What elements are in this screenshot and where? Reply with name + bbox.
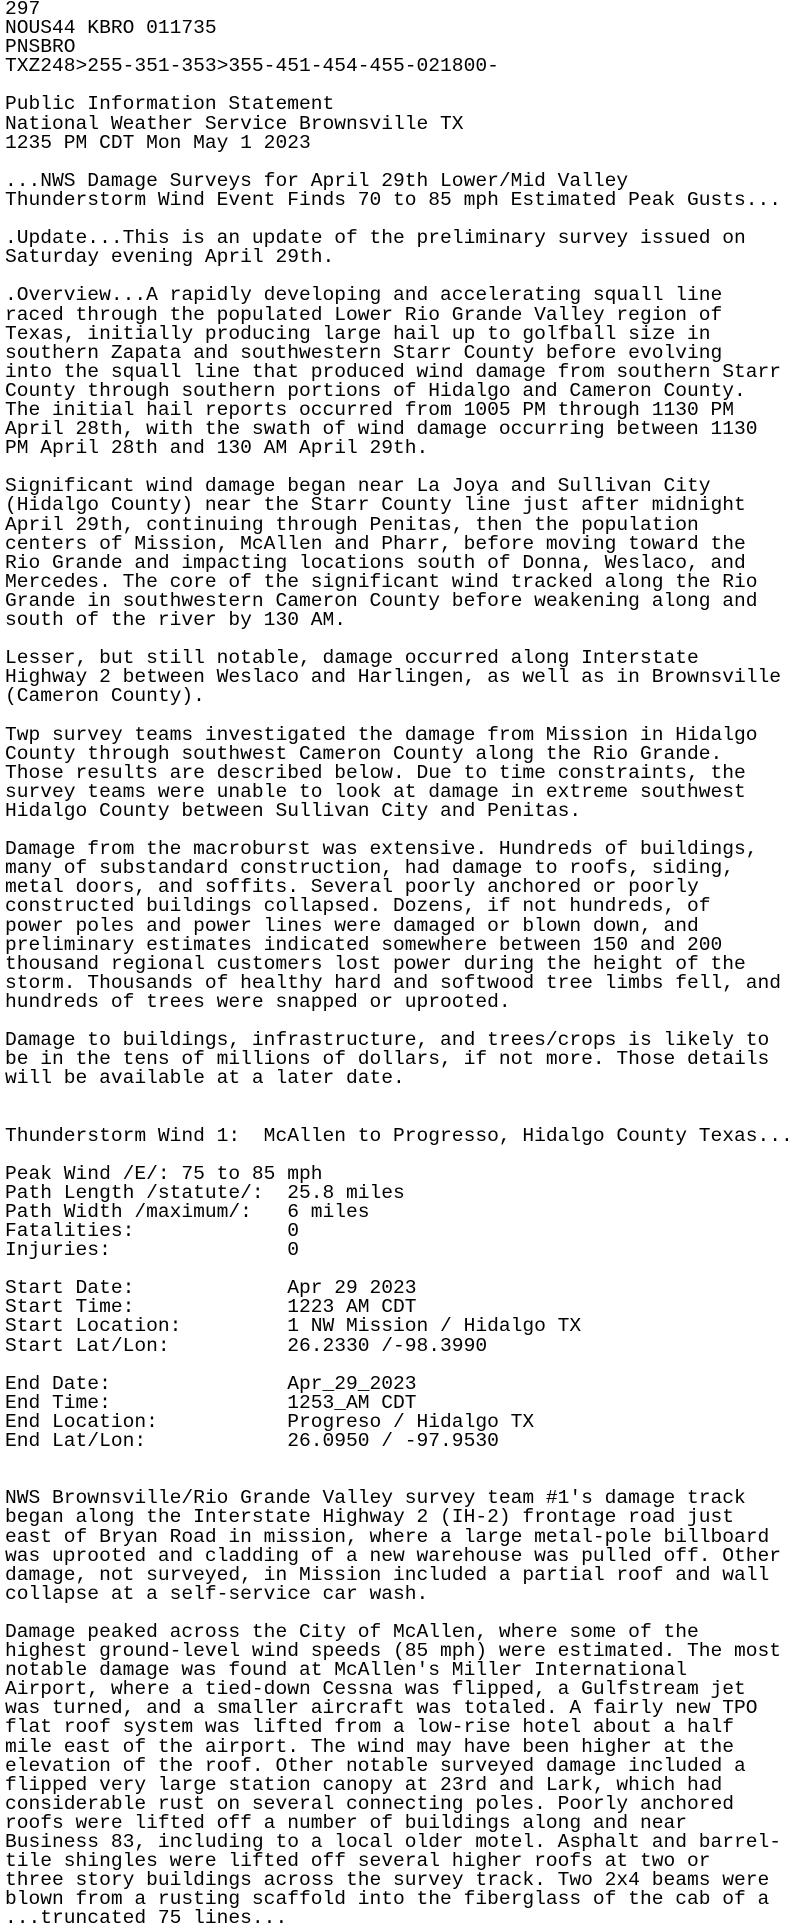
text-line: PNSBRO [5,36,76,59]
text-line: Damage from the macroburst was extensive. Hundreds of buildings, [5,838,758,861]
text-line: County through southwest Cameron County along the Rio Grande. [5,742,723,765]
text-line: notable damage was found at McAllen's Miller International [5,1659,687,1682]
text-line: NWS Brownsville/Rio Grande Valley survey team #1's damage track [5,1487,746,1510]
text-line: considerable rust on several connecting poles. Poorly anchored [5,1792,735,1815]
text-line: ...NWS Damage Surveys for April 29th Lower/Mid Valley [5,169,629,192]
text-line: hundreds of trees were snapped or uprooted. [5,990,511,1013]
text-line: Hidalgo County between Sullivan City and Penitas. [5,799,582,822]
text-line: End Location: Progreso / Hidalgo TX [5,1410,535,1433]
text-line: Thunderstorm Wind Event Finds 70 to 85 mph Estimated Peak Gusts... [5,188,782,211]
text-line: Mercedes. The core of the significant wind tracked along the Rio [5,570,758,593]
text-line: raced through the populated Lower Rio Grande Valley region of [5,303,723,326]
text-line: End Date: Apr_29_2023 [5,1372,417,1395]
text-line [5,1356,793,1375]
text-line: 297 [5,0,41,20]
text-line: April 29th, continuing through Penitas, then the population [5,513,699,536]
text-line: April 28th, with the swath of wind damage occurring between 1130 [5,418,758,441]
text-line: Thunderstorm Wind 1: McAllen to Progresso, Hidalgo County Texas... [5,1124,793,1147]
text-line: End Time: 1253_AM CDT [5,1391,417,1414]
text-line: Fatalities: 0 [5,1220,299,1242]
text-line: flat roof system was lifted from a low-rise hotel about a half [5,1716,735,1739]
text-line: southern Zapata and southwestern Starr County before evolving [5,341,723,364]
text-line: PM April 28th and 130 AM April 29th. [5,437,429,460]
text-line: Saturday evening April 29th. [5,246,335,269]
text-line: Rio Grande and impacting locations south of Donna, Weslaco, and [5,551,746,574]
text-line: constructed buildings collapsed. Dozens, if not hundreds, of [5,895,711,918]
text-line: Public Information Statement [5,93,335,116]
text-line: was uprooted and cladding of a new warehouse was pulled off. Other [5,1544,782,1567]
text-line [5,153,793,172]
text-line: The initial hail reports occurred from 1005 PM through 1130 PM [5,398,735,421]
text-line: Path Width /maximum/: 6 miles [5,1200,370,1223]
text-line: County through southern portions of Hidalgo and Cameron County. [5,379,746,402]
text-line: east of Bryan Road in mission, where a large metal-pole billboard [5,1525,770,1548]
text-line [5,706,793,725]
text-line [5,1107,793,1126]
text-line: Damage to buildings, infrastructure, and trees/crops is likely to [5,1029,770,1052]
text-line: .Update...This is an update of the preliminary survey issued on [5,227,746,250]
text-line: into the squall line that produced wind damage from southern Starr [5,360,782,383]
text-line: Start Time: 1223 AM CDT [5,1296,417,1319]
text-line: thousand regional customers lost power during the height of the [5,952,746,975]
text-line: Airport, where a tied-down Cessna was flipped, a Gulfstream jet [5,1678,746,1701]
text-line: Injuries: 0 [5,1239,299,1262]
text-line: Highway 2 between Weslaco and Harlingen, as well as in Brownsville [5,666,782,689]
text-line: three story buildings across the survey track. Two 2x4 beams were [5,1869,770,1892]
text-line: centers of Mission, McAllen and Pharr, before moving toward the [5,532,746,555]
text-line: Texas, initially producing large hail up to golfball size in [5,322,711,345]
text-line: Business 83, including to a local older motel. Asphalt and barrel- [5,1831,782,1853]
text-line [5,1088,793,1107]
text-line: Significant wind damage began near La Joya and Sullivan City [5,475,711,498]
text-line: flipped very large station canopy at 23rd and Lark, which had [5,1773,723,1796]
text-line: Start Date: Apr 29 2023 [5,1277,417,1300]
text-line: Twp survey teams investigated the damage from Mission in Hidalgo [5,723,758,746]
text-line: mile east of the airport. The wind may have been higher at the [5,1735,735,1758]
text-line: blown from a rusting scaffold into the fiberglass of the cab of a [5,1888,770,1911]
text-line: Start Location: 1 NW Mission / Hidalgo TX [5,1315,582,1338]
text-line: south of the river by 130 AM. [5,609,346,631]
text-line: was turned, and a smaller aircraft was totaled. A fairly new TPO [5,1697,758,1720]
text-line: .Overview...A rapidly developing and accelerating squall line [5,284,723,307]
text-line: National Weather Service Brownsville TX [5,112,464,135]
text-line [5,1451,793,1470]
text-line: Those results are described below. Due to time constraints, the [5,761,746,784]
text-line: ...truncated 75 lines... [5,1907,288,1929]
text-line: (Hidalgo County) near the Starr County line just after midnight [5,494,746,517]
text-line: collapse at a self-service car wash. [5,1582,429,1605]
text-line: TXZ248>255-351-353>355-451-454-455-021800- [5,55,499,78]
text-line: storm. Thousands of healthy hard and softwood tree limbs fell, and [5,971,782,994]
text-line: End Lat/Lon: 26.0950 / -97.9530 [5,1430,499,1453]
text-line: many of substandard construction, had damage to roofs, siding, [5,857,735,880]
text-line: roofs were lifted off a number of buildings along and near [5,1811,687,1834]
text-line: 1235 PM CDT Mon May 1 2023 [5,131,311,154]
text-line: preliminary estimates indicated somewhere between 150 and 200 [5,933,723,956]
text-line: damage, not surveyed, in Mission included a partial roof and wall [5,1563,770,1586]
text-line: Peak Wind /E/: 75 to 85 mph [5,1162,323,1185]
text-line: (Cameron County). [5,685,205,708]
text-line: Path Length /statute/: 25.8 miles [5,1181,405,1204]
text-line [5,1146,793,1165]
text-line: NOUS44 KBRO 011735 [5,17,217,40]
text-line: Start Lat/Lon: 26.2330 /-98.3990 [5,1334,488,1357]
text-line: Grande in southwestern Cameron County before weakening along and [5,589,758,612]
document-text [5,0,793,1928]
text-line: be in the tens of millions of dollars, if not more. Those details [5,1048,770,1071]
text-line: survey teams were unable to look at damage in extreme southwest [5,780,746,803]
text-line: metal doors, and soffits. Several poorly anchored or poorly [5,876,699,899]
text-line: power poles and power lines were damaged or blown down, and [5,914,699,937]
text-line: Lesser, but still notable, damage occurred along Interstate [5,647,699,670]
text-line: elevation of the roof. Other notable surveyed damage included a [5,1754,746,1777]
text-line: highest ground-level wind speeds (85 mph) were estimated. The most [5,1640,782,1663]
text-line: will be available at a later date. [5,1067,405,1090]
text-line: Damage peaked across the City of McAllen, where some of the [5,1620,699,1643]
text-line: began along the Interstate Highway 2 (IH-2) frontage road just [5,1506,735,1529]
text-line: tile shingles were lifted off several higher roofs at two or [5,1850,711,1873]
